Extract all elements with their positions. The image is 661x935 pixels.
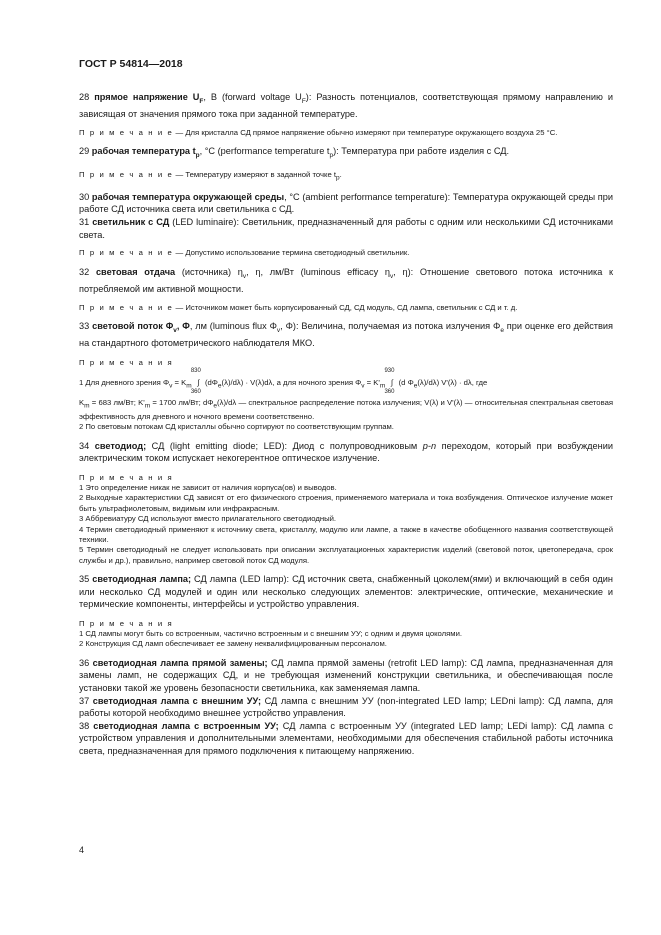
term-29-title: рабочая температура $t_p$ (91, 146, 200, 160)
term-36-title: светодиодная лампа прямой замены; (92, 657, 268, 668)
note-33-2: 2 По световым потокам СД кристаллы обычно сортируют по соответствующим группам. (79, 422, 394, 432)
integral-sign-night: ∫ 930 360 (384, 368, 395, 395)
integral-sign-day: ∫ 830 360 (190, 368, 201, 395)
term-29: 29 рабочая температура $t_p$, °C (performance temperature $t_p$): Температура при работе изделия с СД. (79, 146, 510, 160)
note-34-1: 1 Это определение никак не зависит от наличия корпуса(ов) и выводов. (79, 482, 337, 492)
term-30-title: рабочая температура окружающей среды (91, 191, 285, 202)
term-34-title: светодиод; (94, 440, 147, 451)
document-page (79, 58, 613, 764)
term-37-title: светодиодная лампа с внешним УУ; (92, 695, 262, 706)
term-32: 32 световая отдача (источника) $\eta_v$, η, лм/Вт (luminous efficacy $\eta_v$, η): Отношение светового потока источника к потребляемой им активной мощности. (79, 266, 614, 294)
term-32-title: световая отдача (95, 266, 176, 277)
page-number: 4 (79, 845, 85, 855)
term-28: 28 прямое напряжение $U_F$, В (forward voltage $U_F$): Разность потенциалов, соответствующая прямому направлению и зависящая от значения прямого тока при заданной температуре. (79, 92, 613, 120)
notes-heading-34: П р и м е ч а н и я (79, 472, 174, 482)
note-34-2: 2 Выходные характеристики СД зависят от его физического строения, применяемого материала и тока возбуждения. Оптическое излучение может быть ультрафиолетовым, видимым или инфракрасным. (79, 493, 613, 513)
term-38: 38 светодиодная лампа с встроенным УУ; СД лампа с встроенным УУ (integrated LED lamp; LEDi lamp): СД лампа с устройством управления и дополнительными элементами, необходимыми для обеспечения стабильной работы источника света, предназначенная для прямого подключения к питающему напряжению. (79, 720, 613, 756)
note-35-2: 2 Конструкция СД ламп обеспечивает ее замену неквалифицированным персоналом. (79, 639, 387, 649)
note-28: П р и м е ч а н и е — Для кристалла СД прямое напряжение обычно измеряют при температуре окружающего воздуха 25 °С. (79, 128, 558, 138)
note-29: П р и м е ч а н и е — Температуру измеряют в заданной точке $t_p$. (79, 169, 342, 182)
term-34: 34 светодиод; СД (light emitting diode; LED): Диод с полупроводниковым p-n переходом, который при возбуждении электрическим током испускает некогерентное оптическое излучение. (79, 440, 613, 464)
notes-heading-35: П р и м е ч а н и я (79, 618, 174, 628)
term-33: 33 световой поток $\Phi_v$, Φ, лм (luminous flux $\Phi_v$, Φ): Величина, получаемая из потока излучения $\Phi_e$ при оценке его действия на стандартного фотометрического наблюдателя МКО. (79, 320, 613, 349)
notes-35 (79, 629, 613, 650)
note-33-1-cont: $K_m = 683$ лм/Вт; $K'_m = 1700$ лм/Вт; $d\Phi_e(\lambda)/d\lambda$ — спектральное распределение потока излучения; V(λ) и V'(λ) — относительная спектральная световая эффективность для дневного и ночного времени соответственно. (79, 397, 614, 421)
term-33-title: световой поток $\Phi_v$, Φ (92, 320, 190, 334)
formula-luminous-flux: 1 Для дневного зрения $\Phi_v = K_m$ ∫ 830 360 $(d\Phi_e(\lambda)/d\lambda) \cdot V(\lambda)d\lambda$, а для ночного зрения $\Phi_v = K'_m$ ∫ 930 360 (d $\Phi_e(\lambda)/d\lambda$) V'(λ) · dλ, где (79, 368, 488, 395)
term-28-title: прямое напряжение $U_F$ (94, 92, 204, 105)
note-34-3: 3 Аббревиатуру СД используют вместо прилагательного светодиодный. (79, 514, 337, 524)
term-35: 35 светодиодная лампа; СД лампа (LED lamp): СД источник света, снабженный цоколем(ями) и включающий в себя один или несколько СД модулей и один или несколько следующих элементов: электрические, оптические, механические и термические компоненты, интерфейсы и устройство управления. (79, 574, 613, 610)
term-30: 30 рабочая температура окружающей среды, °C (ambient performance temperature): Температура окружающей среды при работе СД источника света или светильника с СД. (79, 191, 613, 215)
term-36: 36 светодиодная лампа прямой замены; СД лампа прямой замены (retrofit LED lamp): СД лампа, предназначенная для замены ламп, не содержащих СД, и не требующая изменений конструкции светильника, и обеспечивающая после установки такой же уровень безопасности светильника, как заменяемая лампа. (79, 657, 613, 693)
note-31: П р и м е ч а н и е — Допустимо использование термина светодиодный светильник. (79, 248, 410, 258)
term-31-title: светильник с СД (92, 216, 170, 227)
term-31: 31 светильник с СД (LED luminaire): Светильник, предназначенный для работы с одним или несколькими СД источниками света. (79, 216, 614, 240)
note-34-4: 4 Термин светодиодный применяют к источнику света, кристаллу, модулю или лампе, а также в качестве обобщенного названия соответствующей техники. (79, 524, 613, 544)
notes-34 (79, 483, 613, 566)
term-37: 37 светодиодная лампа с внешним УУ; СД лампа с внешним УУ (non-integrated LED lamp; LEDni lamp): СД лампа, для работы которой необходимо внешнее устройство управления. (79, 695, 613, 719)
notes-heading-33: П р и м е ч а н и я (79, 358, 174, 367)
term-38-title: светодиодная лампа с встроенным УУ; (93, 720, 279, 731)
document-header: ГОСТ Р 54814—2018 (79, 58, 183, 70)
term-35-title: светодиодная лампа; (92, 574, 192, 585)
note-32: П р и м е ч а н и е — Источником может быть корпусированный СД, СД модуль, СД лампа, светильник с СД и т. д. (79, 302, 518, 312)
note-35-1: 1 СД лампы могут быть со встроенным, частично встроенным и с внешним УУ; с одним и двумя цоколями. (79, 628, 463, 638)
note-34-5: 5 Термин светодиодный не следует использовать при описании эксплуатационных характеристик изделий (световой поток, цветопередача, срок службы и др.), правильно, например световой поток СД модуля. (79, 545, 613, 565)
